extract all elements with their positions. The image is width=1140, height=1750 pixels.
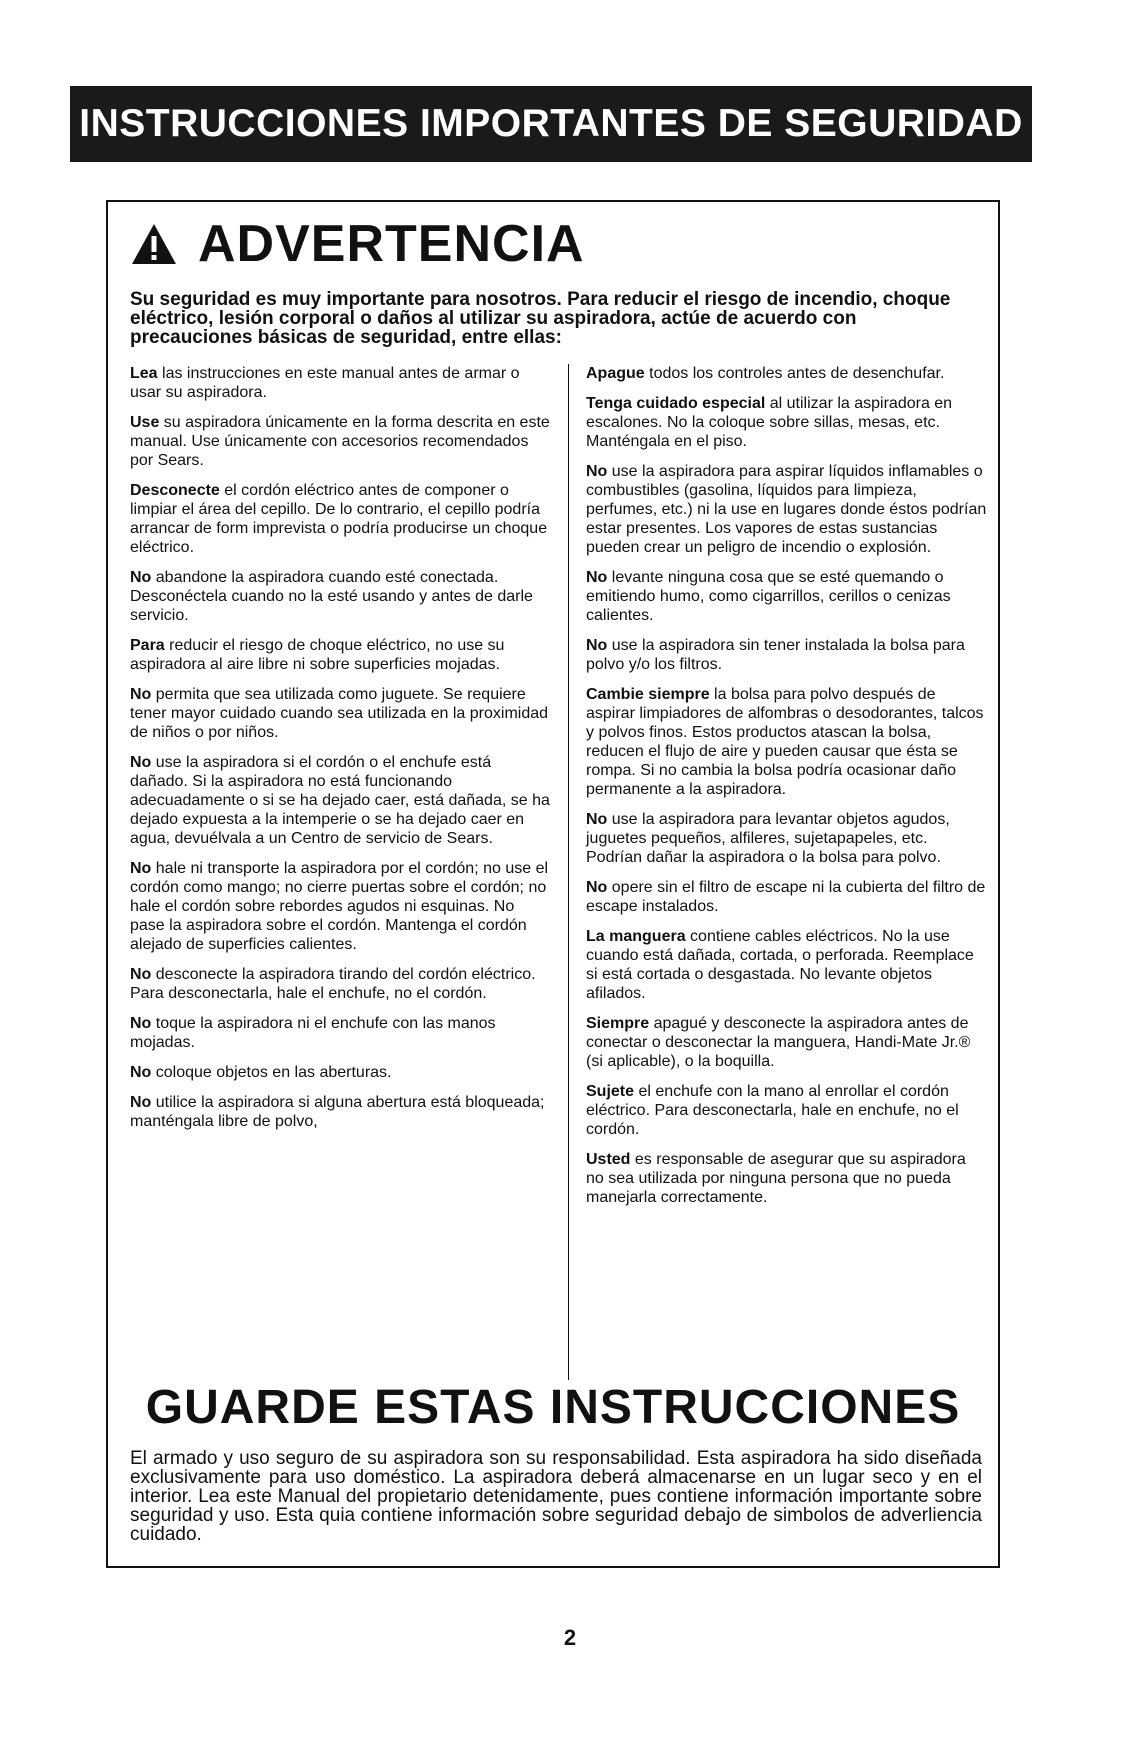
instruction-lead: Use [130,414,160,431]
safety-instruction [586,394,988,451]
instruction-lead: No [130,569,152,586]
warning-title: ADVERTENCIA [198,215,585,273]
instruction-text: utilice la aspiradora si alguna abertura está bloqueada; manténgala libre de polvo, [130,1094,545,1130]
instruction-text: contiene cables eléctricos. No la use cuando está dañada, cortada, o perforada. Reemplace si está cortada o desgastada. No levante objetos afilados. [586,928,974,1002]
safety-instruction [586,927,988,1003]
instruction-text: el cordón eléctrico antes de componer o limpiar el área del cepillo. De lo contrario, el cepillo podría arrancar de form imprevista o podría producirse un choque eléctrico. [130,482,548,556]
instruction-text: al utilizar la aspiradora en escalones. No la coloque sobre sillas, mesas, etc. Manténgala en el piso. [586,395,953,450]
closing-paragraph: El armado y uso seguro de su aspiradora son su responsabilidad. Esta aspiradora ha sido diseñada exclusivamente para uso doméstico. La aspiradora deberá almacenarse en un lugar seco y en el interior. Lea este Manual del propietario detenidamente, pues contiene información importante sobre seguridad y uso. Esta quia contiene información sobre seguridad debajo de simbolos de adverliencia cuidado. [130,1448,982,1545]
safety-instruction [586,1082,988,1139]
safety-instruction [130,685,550,742]
instruction-lead: Cambie siempre [586,686,710,703]
instruction-lead: No [586,879,608,896]
instruction-text: opere sin el filtro de escape ni la cubierta del filtro de escape instalados. [586,879,986,915]
instruction-text: todos los controles antes de desenchufar. [644,365,945,382]
safety-instruction [130,364,550,402]
instruction-text: su aspiradora únicamente en la forma descrita en este manual. Use únicamente con accesorios recomendados por Sears. [130,414,550,469]
instruction-text: use la aspiradora sin tener instalada la bolsa para polvo y/o los filtros. [586,637,965,673]
instruction-text: la bolsa para polvo después de aspirar limpiadores de alfombras o desodorantes, talcos y polvos finos. Estos productos atascan la bolsa, reducen el flujo de aire y pueden causar que ésta se rompa. Si no cambia la bolsa podría ocasionar daño permanente a la aspiradora. [586,686,984,798]
safety-instruction [130,1014,550,1052]
instruction-lead: Para [130,637,165,654]
safety-instruction [130,568,550,625]
instruction-text: el enchufe con la mano al enrollar el cordón eléctrico. Para desconectarla, hale en enchufe, no el cordón. [586,1083,959,1138]
safety-instruction [586,685,988,799]
safety-instruction [130,636,550,674]
instruction-lead: La manguera [586,928,686,945]
instruction-lead: No [130,1015,152,1032]
safety-instruction [130,1063,550,1082]
instruction-text: desconecte la aspiradora tirando del cordón eléctrico. Para desconectarla, hale el enchufe, no el cordón. [130,966,536,1002]
instruction-text: las instrucciones en este manual antes de armar o usar su aspiradora. [130,365,520,401]
safety-instruction [130,965,550,1003]
instruction-lead: No [586,811,608,828]
left-column [130,364,550,1142]
guarde-heading: GUARDE ESTAS INSTRUCCIONES [145,1381,961,1434]
instruction-lead: No [130,1094,152,1111]
instruction-text: toque la aspiradora ni el enchufe con las manos mojadas. [130,1015,496,1051]
safety-instruction [586,462,988,557]
instruction-lead: No [130,754,152,771]
instruction-text: use la aspiradora si el cordón o el enchufe está dañado. Si la aspiradora no está funcionando adecuadamente o si se ha dejado caer, está dañada, se ha dejado expuesta a la intemperie o se ha dejado caer en agua, devuélvala a un Centro de servicio de Sears. [130,754,550,847]
instruction-text: abandone la aspiradora cuando esté conectada. Desconéctela cuando no la esté usando y antes de darle servicio. [130,569,533,624]
instruction-lead: Desconecte [130,482,220,499]
instruction-lead: No [586,463,608,480]
safety-instruction [130,1093,550,1131]
instruction-lead: No [586,637,608,654]
instruction-lead: No [130,686,152,703]
safety-instruction [130,859,550,954]
instruction-text: use la aspiradora para aspirar líquidos inflamables o combustibles (gasolina, líquidos para limpieza, perfumes, etc.) ni la use en lugares donde éstos podrían estar presentes. Los vapores de estas sustancias pueden crear un peligro de incendio o explosión. [586,463,987,556]
safety-instruction [130,413,550,470]
instruction-text: coloque objetos en las aberturas. [151,1064,392,1081]
safety-instruction [130,753,550,848]
instruction-lead: Lea [130,365,158,382]
safety-instruction [586,568,988,625]
safety-banner [70,86,1032,162]
instruction-text: reducir el riesgo de choque eléctrico, no use su aspiradora al aire libre ni sobre superficies mojadas. [130,637,505,673]
warning-box [106,200,1000,1568]
safety-instruction [586,878,988,916]
instruction-text: use la aspiradora para levantar objetos agudos, juguetes pequeños, alfileres, sujetapapeles, etc. Podrían dañar la aspiradora o la bolsa para polvo. [586,811,950,866]
instruction-lead: Sujete [586,1083,635,1100]
safety-instruction [586,1014,988,1071]
banner-title: INSTRUCCIONES IMPORTANTES DE SEGURIDAD [79,102,1023,145]
instruction-text: permita que sea utilizada como juguete. Se requiere tener mayor cuidado cuando sea utilizada en la proximidad de niños o por niños. [130,686,549,741]
instruction-lead: Usted [586,1151,631,1168]
instruction-lead: No [130,860,152,877]
column-divider [568,364,569,1380]
safety-instruction [586,1150,988,1207]
safety-instruction [130,481,550,557]
instruction-lead: No [130,1064,152,1081]
instruction-lead: Siempre [586,1015,650,1032]
instruction-lead: Tenga cuidado especial [586,395,766,412]
page-number: 2 [563,1625,577,1650]
instruction-lead: No [586,569,608,586]
warning-triangle-icon [130,222,178,266]
instruction-lead: No [130,966,152,983]
instruction-text: hale ni transporte la aspiradora por el cordón; no use el cordón como mango; no cierre puertas sobre el cordón; no hale el cordón sobre rebordes agudos ni esquinas. No pase la aspiradora sobre el cordón. Mantenga el cordón alejado de superficies calientes. [130,860,549,953]
instruction-lead: Apague [586,365,645,382]
warning-heading [130,214,585,274]
instruction-text: es responsable de asegurar que su aspiradora no sea utilizada por ninguna persona que no pueda manejarla correctamente. [586,1151,966,1206]
instruction-text: apagué y desconecte la aspiradora antes de conectar o desconectar la manguera, Handi-Mate Jr.® (si aplicable), o la boquilla. [586,1015,971,1070]
safety-instruction [586,810,988,867]
safety-instruction [586,364,988,383]
right-column [586,364,988,1218]
safety-instruction [586,636,988,674]
warning-intro: Su seguridad es muy importante para nosotros. Para reducir el riesgo de incendio, choque eléctrico, lesión corporal o daños al utilizar su aspiradora, actúe de acuerdo con precauciones básicas de seguridad, entre ellas: [130,289,951,348]
instruction-text: levante ninguna cosa que se esté quemando o emitiendo humo, como cigarrillos, cerillos o cenizas calientes. [586,569,951,624]
